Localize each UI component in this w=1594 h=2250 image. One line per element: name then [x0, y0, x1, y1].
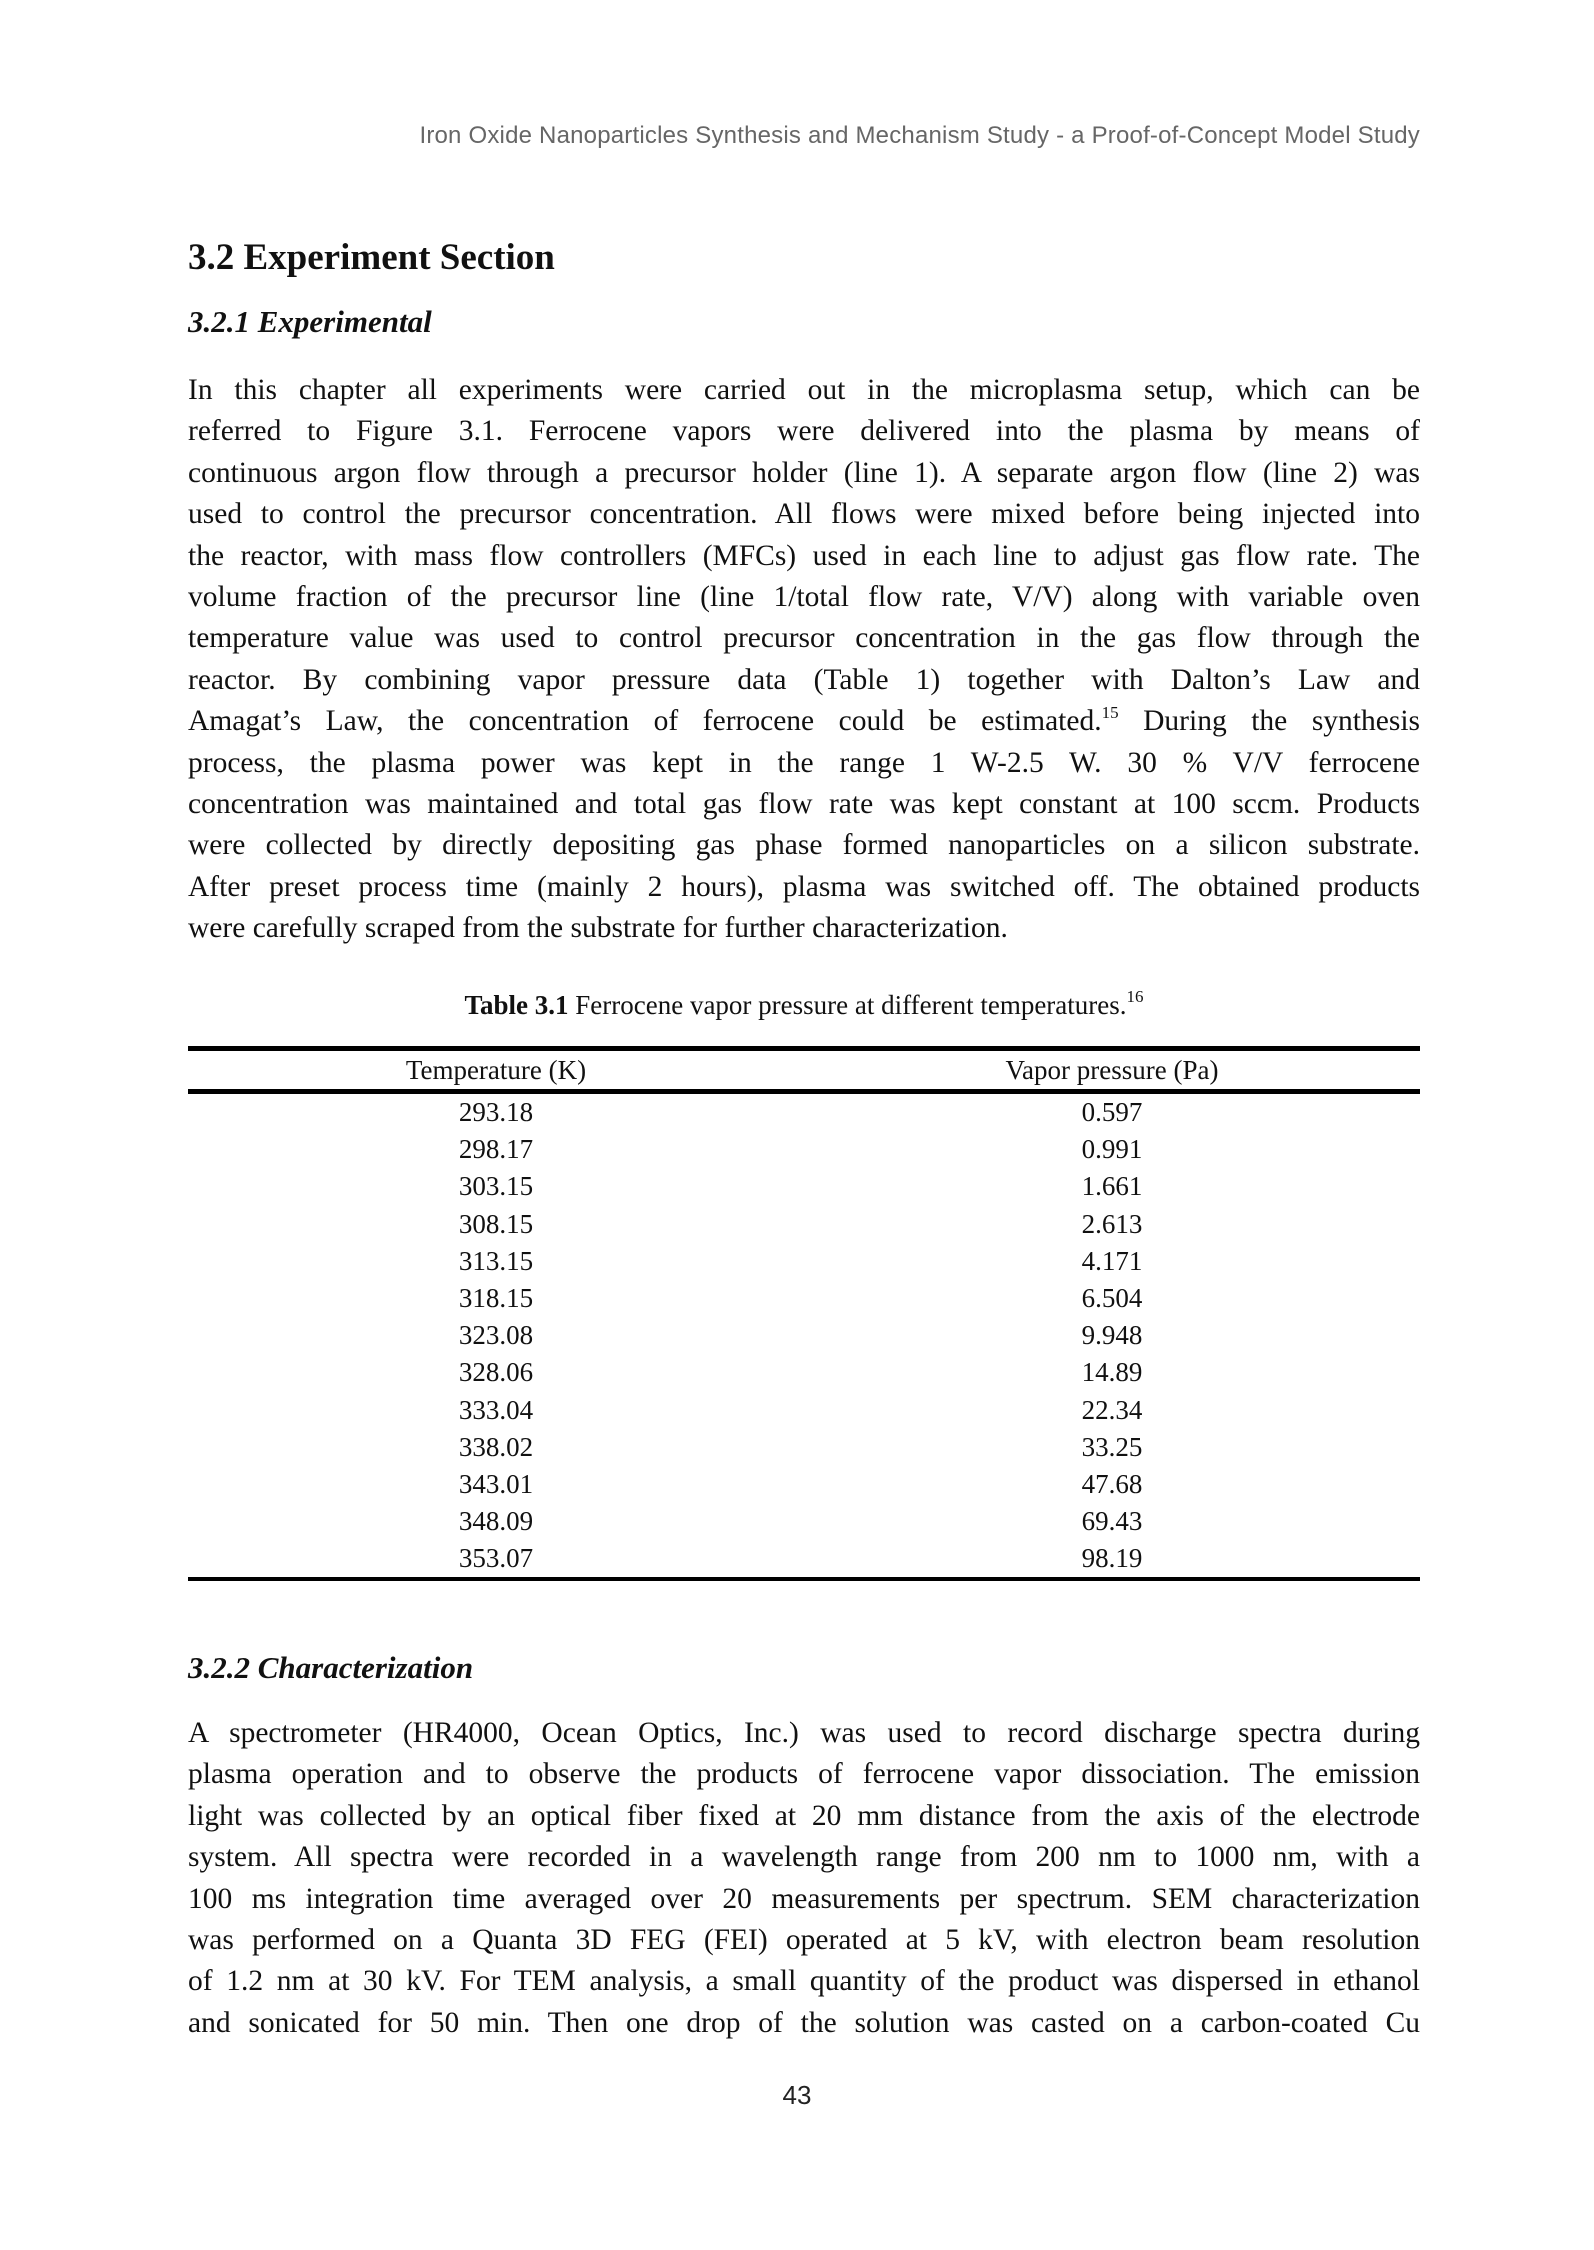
cell-temperature: 308.15	[458, 1208, 534, 1239]
cell-vapor-pressure: 22.34	[1081, 1394, 1143, 1425]
cell-vapor-pressure: 1.661	[1081, 1171, 1143, 1202]
cell-vapor-pressure: 9.948	[1081, 1320, 1143, 1351]
text-line: process, the plasma power was kept in the range 1 W-2.5 W. 30 % V/V ferrocene	[188, 746, 1420, 779]
column-header-temperature: Temperature (K)	[188, 1049, 804, 1092]
table-row	[188, 1466, 1420, 1503]
line-text-tail: During the synthesis	[1118, 705, 1420, 738]
cell-temperature: 323.08	[458, 1320, 534, 1351]
text-line: 100 ms integration time averaged over 20 measurements per spectrum. SEM characterization	[188, 1882, 1420, 1915]
text-line: continuous argon flow through a precursor holder (line 1). A separate argon flow (line 2) was	[188, 456, 1420, 489]
cell-vapor-pressure: 0.597	[1081, 1097, 1143, 1128]
table-row	[188, 1540, 1420, 1579]
table-row	[188, 1317, 1420, 1354]
table-row	[188, 1243, 1420, 1280]
cell-temperature: 313.15	[458, 1245, 534, 1276]
cell-temperature: 318.15	[458, 1283, 534, 1314]
line-text: Amagat’s Law, the concentration of ferrocene could be estimated.	[188, 705, 1102, 738]
text-line: was performed on a Quanta 3D FEG (FEI) operated at 5 kV, with electron beam resolution	[188, 1923, 1420, 1956]
cell-vapor-pressure: 98.19	[804, 1540, 1420, 1579]
cell-vapor-pressure: 2.613	[1081, 1208, 1143, 1239]
text-line: A spectrometer (HR4000, Ocean Optics, Inc.) was used to record discharge spectra during	[188, 1717, 1420, 1749]
cell-temperature: 303.15	[458, 1171, 534, 1202]
cell-temperature: 293.18	[458, 1097, 534, 1128]
text-line: referred to Figure 3.1. Ferrocene vapors were delivered into the plasma by means of	[188, 415, 1420, 448]
table-row	[188, 1092, 1420, 1132]
text-line: reactor. By combining vapor pressure data (Table 1) together with Dalton’s Law and	[188, 663, 1420, 696]
cell-vapor-pressure: 6.504	[1081, 1283, 1143, 1314]
cell-temperature: 348.09	[458, 1506, 534, 1537]
table-row	[188, 1354, 1420, 1391]
text-line: the reactor, with mass flow controllers (MFCs) used in each line to adjust gas flow rate. The	[188, 539, 1420, 572]
cell-temperature: 353.07	[188, 1540, 804, 1579]
text-line: and sonicated for 50 min. Then one drop of the solution was casted on a carbon-coated Cu	[188, 2006, 1420, 2039]
text-line: system. All spectra were recorded in a wavelength range from 200 nm to 1000 nm, with a	[188, 1841, 1420, 1874]
subsection-heading-experimental: 3.2.1 Experimental	[188, 304, 432, 339]
table-row	[188, 1131, 1420, 1168]
cell-temperature: 343.01	[458, 1468, 534, 1499]
vapor-pressure-table	[188, 1046, 1420, 1581]
text-line: In this chapter all experiments were carried out in the microplasma setup, which can be	[188, 374, 1420, 406]
running-header: Iron Oxide Nanoparticles Synthesis and Mechanism Study - a Proof-of-Concept Model Study	[419, 122, 1420, 149]
table-row	[188, 1392, 1420, 1429]
section-heading: 3.2 Experiment Section	[188, 237, 555, 278]
cell-temperature: 328.06	[458, 1357, 534, 1388]
table-row	[188, 1168, 1420, 1205]
caption-label: Table 3.1	[464, 990, 569, 1020]
cell-vapor-pressure: 0.991	[1081, 1134, 1143, 1165]
table-row	[188, 1280, 1420, 1317]
text-line: of 1.2 nm at 30 kV. For TEM analysis, a small quantity of the product was dispersed in ethanol	[188, 1965, 1420, 1998]
text-line: volume fraction of the precursor line (line 1/total flow rate, V/V) along with variable oven	[188, 580, 1420, 613]
text-line: concentration was maintained and total gas flow rate was kept constant at 100 sccm. Products	[188, 787, 1420, 820]
subsection-heading-characterization: 3.2.2 Characterization	[188, 1650, 474, 1685]
text-line: temperature value was used to control precursor concentration in the gas flow through the	[188, 622, 1420, 655]
cell-vapor-pressure: 33.25	[1081, 1431, 1143, 1462]
table-row	[188, 1429, 1420, 1466]
cell-vapor-pressure: 69.43	[1081, 1506, 1143, 1537]
cell-temperature: 338.02	[458, 1431, 534, 1462]
text-line: light was collected by an optical fiber fixed at 20 mm distance from the axis of the electrode	[188, 1799, 1420, 1832]
cell-vapor-pressure: 4.171	[1081, 1245, 1143, 1276]
citation-ref: 15	[1101, 703, 1119, 723]
table-row	[188, 1206, 1420, 1243]
cell-vapor-pressure: 47.68	[1081, 1468, 1143, 1499]
cell-temperature: 333.04	[458, 1394, 534, 1425]
text-line: After preset process time (mainly 2 hours), plasma was switched off. The obtained products	[188, 870, 1420, 903]
column-header-vapor-pressure: Vapor pressure (Pa)	[804, 1049, 1420, 1092]
table-caption	[188, 987, 1420, 1021]
text-line: were collected by directly depositing gas phase formed nanoparticles on a silicon substrate.	[188, 829, 1420, 862]
table-row	[188, 1503, 1420, 1540]
page-number: 43	[782, 2080, 812, 2110]
cell-vapor-pressure: 14.89	[1081, 1357, 1143, 1388]
text-line: used to control the precursor concentration. All flows were mixed before being injected into	[188, 498, 1420, 531]
paragraph-characterization	[188, 1713, 1420, 2044]
paragraph-experimental	[188, 370, 1420, 949]
text-line: plasma operation and to observe the products of ferrocene vapor dissociation. The emission	[188, 1758, 1420, 1791]
caption-text: Ferrocene vapor pressure at different temperatures.	[568, 990, 1127, 1020]
text-line: were carefully scraped from the substrate for further characterization.	[188, 912, 1008, 945]
cell-temperature: 298.17	[458, 1134, 534, 1165]
caption-ref: 16	[1126, 987, 1144, 1006]
text-line	[188, 701, 1420, 742]
